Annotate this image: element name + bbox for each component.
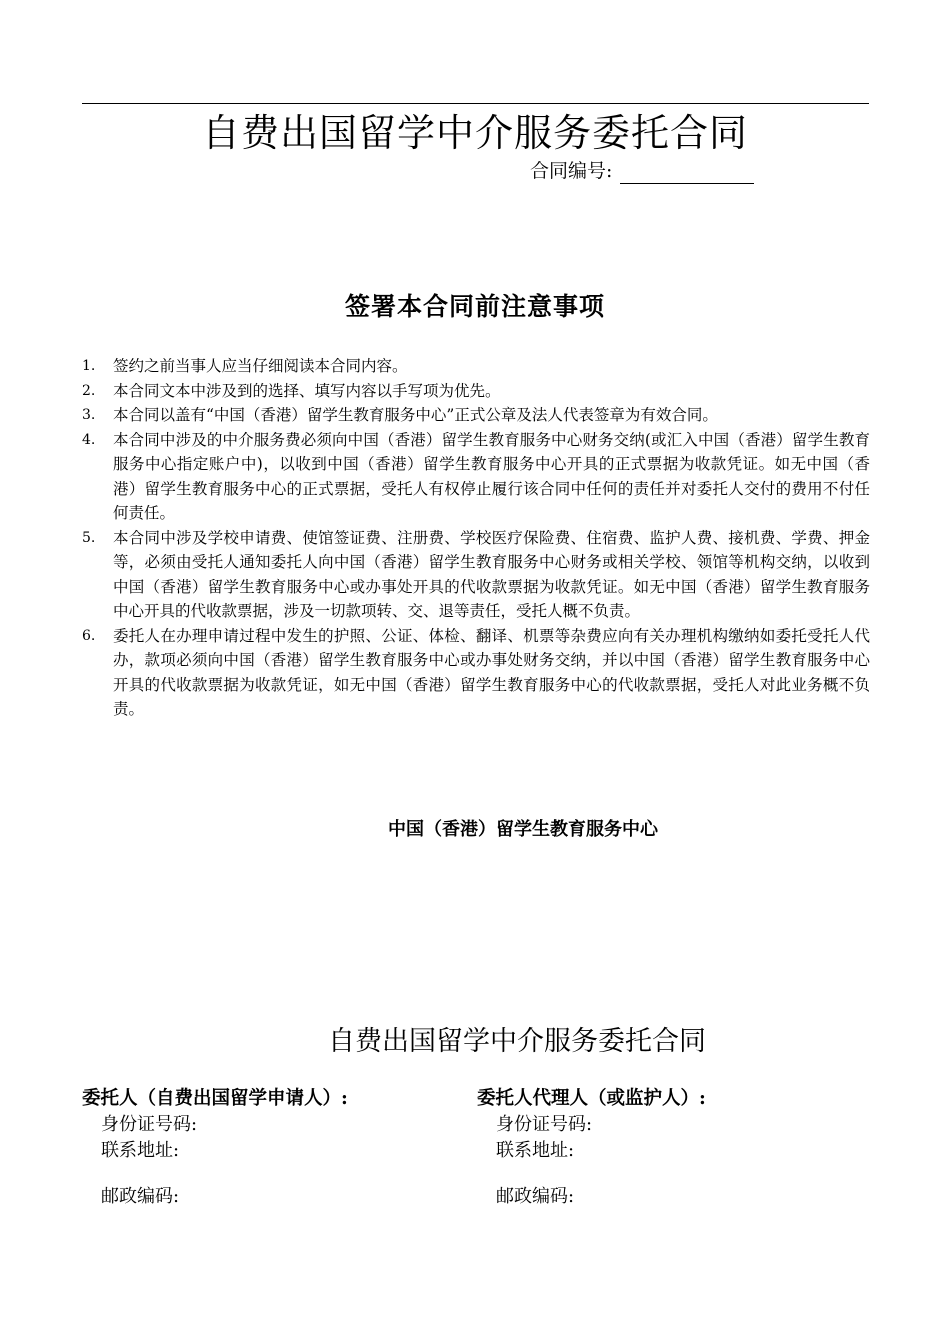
note-text: 本合同以盖有“中国（香港）留学生教育服务中心”正式公章及法人代表签章为有效合同。 xyxy=(113,406,718,424)
note-text: 本合同中涉及的中介服务费必须向中国（香港）留学生教育服务中心财务交纳(或汇入中国（香港）留学生教育服务中心指定账户中)，以收到中国（香港）留学生教育服务中心开具的正式票据为收款凭证。如无中国（香港）留学生教育服务中心的正式票据，受托人有权停止履行该合同中任何的责任并对委托人交付的费用不付任何责任。 xyxy=(113,430,870,522)
agent-section xyxy=(477,1086,706,1210)
agent-address-label: 联系地址: xyxy=(496,1140,575,1161)
note-item xyxy=(82,403,870,428)
note-number: 3. xyxy=(82,407,96,423)
note-number: 6. xyxy=(82,627,96,644)
notes-heading: 签署本合同前注意事项 xyxy=(344,292,605,321)
note-item xyxy=(82,379,870,404)
note-number: 4. xyxy=(82,431,96,448)
notes-list xyxy=(82,354,870,722)
client-address-label: 联系地址: xyxy=(101,1140,180,1161)
note-item xyxy=(82,354,870,379)
note-text: 签约之前当事人应当仔细阅读本合同内容。 xyxy=(113,357,408,375)
agent-postcode-label: 邮政编码: xyxy=(496,1186,575,1207)
client-id-label: 身份证号码: xyxy=(101,1114,198,1135)
document-title: 自费出国留学中介服务委托合同 xyxy=(201,111,748,155)
contract-title: 自费出国留学中介服务委托合同 xyxy=(328,1026,706,1057)
note-text: 委托人在办理申请过程中发生的护照、公证、体检、翻译、机票等杂费应向有关办理机构缴纳如委托受托人代办，款项必须向中国（香港）留学生教育服务中心或办事处财务交纳，并以中国（香港）留学生教育服务中心开具的代收款票据为收款凭证，如无中国（香港）留学生教育服务中心的代收款票据，受托人对此业务概不负责。 xyxy=(113,626,870,718)
agent-id-label: 身份证号码: xyxy=(496,1114,593,1135)
contract-number-blank xyxy=(620,163,754,184)
top-rule xyxy=(82,103,869,104)
note-number: 1. xyxy=(82,358,96,374)
client-label: 委托人（自费出国留学申请人）: xyxy=(82,1088,348,1109)
note-item xyxy=(82,526,870,624)
agent-label: 委托人代理人（或监护人）: xyxy=(477,1088,706,1109)
contract-number-label: 合同编号: xyxy=(530,160,613,182)
note-text: 本合同文本中涉及到的选择、填写内容以手写项为优先。 xyxy=(113,381,501,400)
note-number: 5. xyxy=(82,529,96,546)
issuer-name: 中国（香港）留学生教育服务中心 xyxy=(388,819,658,840)
note-item xyxy=(82,428,870,526)
note-text: 本合同中涉及学校申请费、使馆签证费、注册费、学校医疗保险费、住宿费、监护人费、接机费、学费、押金等，必须由受托人通知委托人向中国（香港）留学生教育服务中心财务或相关学校、领馆等机构交纳，以收到中国（香港）留学生教育服务中心或办事处开具的代收款票据为收款凭证。如无中国（香港）留学生教育服务中心开具的代收款票据，涉及一切款项转、交、退等责任，受托人概不负责。 xyxy=(113,528,870,620)
client-postcode-label: 邮政编码: xyxy=(101,1186,180,1207)
contract-number-field xyxy=(530,158,754,184)
note-item xyxy=(82,624,870,722)
note-number: 2. xyxy=(82,382,96,399)
client-section xyxy=(82,1086,348,1210)
